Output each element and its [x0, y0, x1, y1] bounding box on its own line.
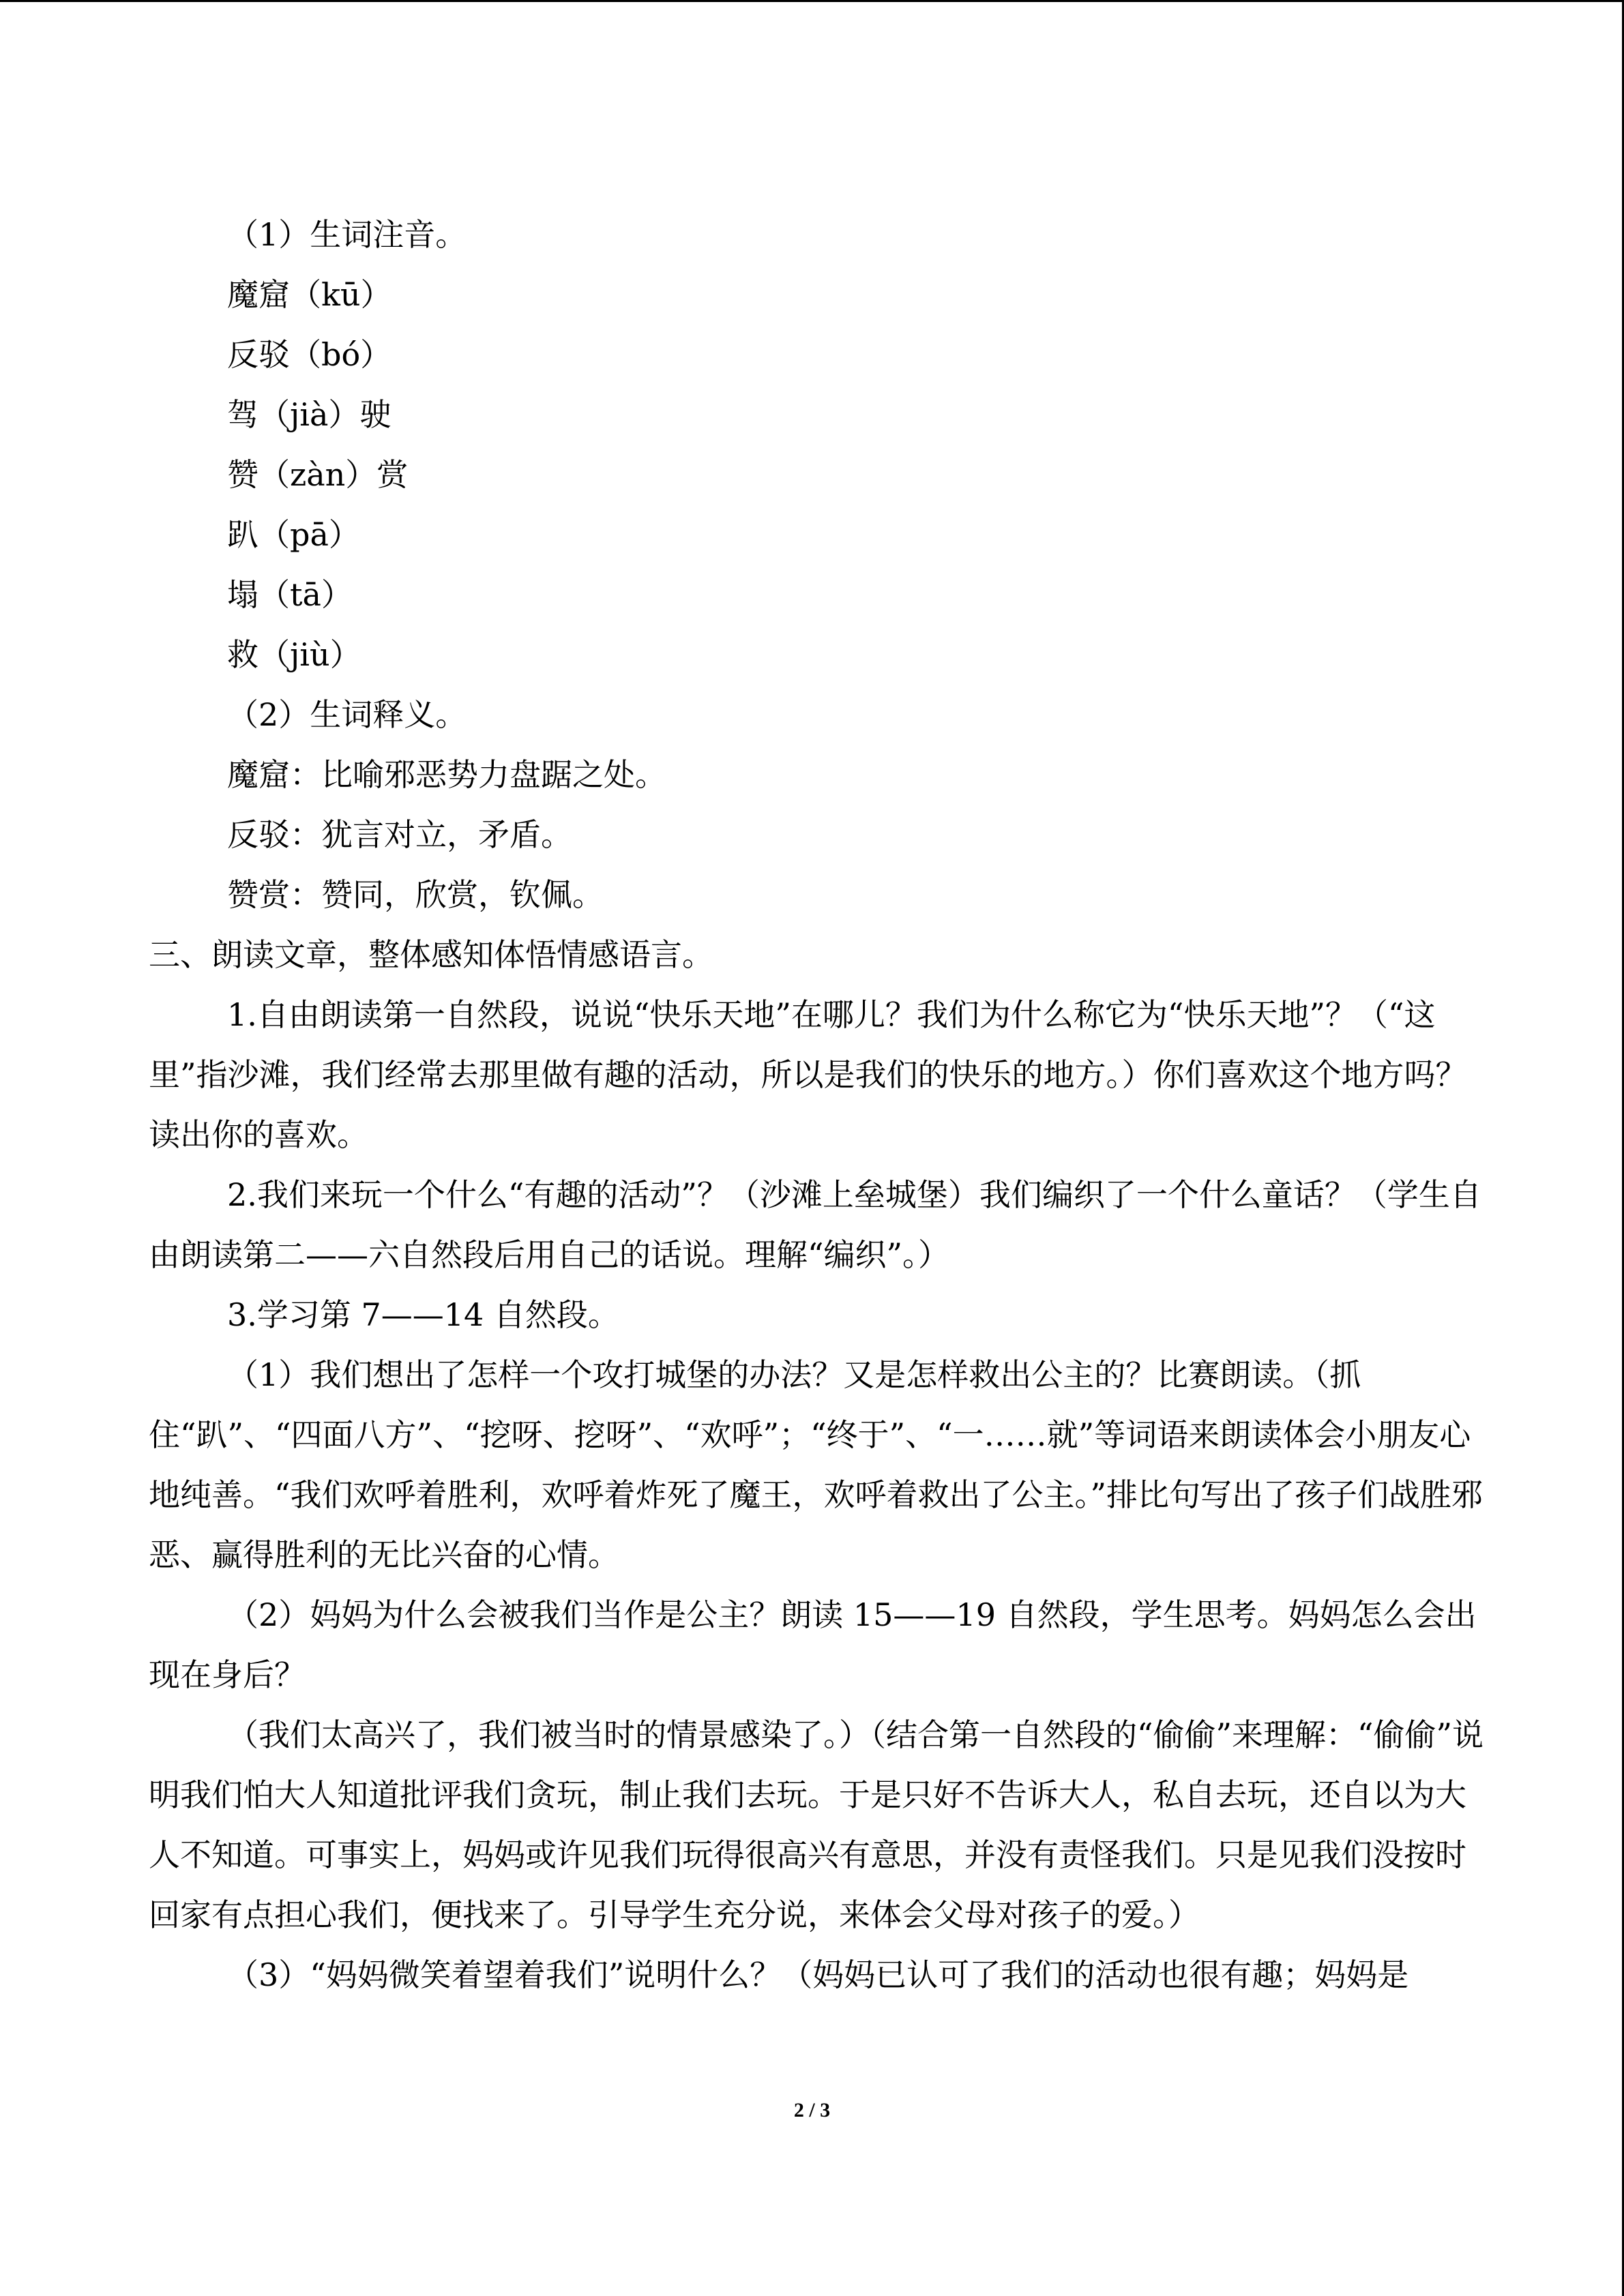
- page-number: 2 / 3: [793, 2099, 831, 2121]
- pinyin-item: 救（jiù）: [227, 636, 361, 673]
- vocab-heading: （1）生词注音。: [227, 216, 467, 253]
- pinyin-item: 趴（pā）: [227, 516, 360, 553]
- meaning-item: 赞赏：赞同，欣赏，钦佩。: [227, 876, 604, 913]
- document-body: [149, 205, 1486, 2005]
- pinyin-item: 驾（jià）驶: [227, 396, 392, 433]
- paragraph-6: （我们太高兴了，我们被当时的情景感染了。）（结合第一自然段的“偷偷”来理解：“偷偷”说明我们怕大人知道批评我们贪玩，制止我们去玩。于是只好不告诉大人，私自去玩，还自以为大人不知道。可事实上，妈妈或许见我们玩得很高兴有意思，并没有责怪我们。只是见我们没按时回家有点担心我们，便找来了。引导学生充分说，来体会父母对孩子的爱。）: [149, 1716, 1484, 1933]
- meaning-item: 反驳：犹言对立，矛盾。: [227, 816, 572, 853]
- meaning-item: 魔窟：比喻邪恶势力盘踞之处。: [227, 756, 666, 793]
- page-border-top: [0, 0, 1624, 2]
- pinyin-item: 魔窟（kū）: [227, 276, 392, 313]
- paragraph-2: 2.我们来玩一个什么“有趣的活动”？（沙滩上垒城堡）我们编织了一个什么童话？（学生自由朗读第二——六自然段后用自己的话说。理解“编织”。）: [149, 1176, 1481, 1273]
- pinyin-item: 赞（zàn）赏: [227, 456, 409, 493]
- pinyin-item: 塌（tā）: [227, 576, 353, 613]
- pinyin-item: 反驳（bó）: [227, 336, 392, 373]
- meaning-heading: （2）生词释义。: [227, 696, 467, 733]
- section-3-title: 三、朗读文章，整体感知体悟情感语言。: [149, 936, 713, 973]
- paragraph-3: 3.学习第 7——14 自然段。: [227, 1296, 619, 1333]
- paragraph-4: （1）我们想出了怎样一个攻打城堡的办法？又是怎样救出公主的？比赛朗读。（抓住“趴”、“四面八方”、“挖呀、挖呀”、“欢呼”；“终于”、“一……就”等词语来朗读体会小朋友心地纯善。“我们欢呼着胜利，欢呼着炸死了魔王，欢呼着救出了公主。”排比句写出了孩子们战胜邪恶、赢得胜利的无比兴奋的心情。: [149, 1356, 1483, 1573]
- paragraph-5: （2）妈妈为什么会被我们当作是公主？朗读 15——19 自然段，学生思考。妈妈怎么会出现在身后？: [149, 1596, 1477, 1693]
- paragraph-1: 1.自由朗读第一自然段，说说“快乐天地”在哪儿？我们为什么称它为“快乐天地”？（“这里”指沙滩，我们经常去那里做有趣的活动，所以是我们的快乐的地方。）你们喜欢这个地方吗？读出你的喜欢。: [149, 996, 1467, 1153]
- paragraph-7: （3）“妈妈微笑着望着我们”说明什么？（妈妈已认可了我们的活动也很有趣；妈妈是: [227, 1956, 1409, 1993]
